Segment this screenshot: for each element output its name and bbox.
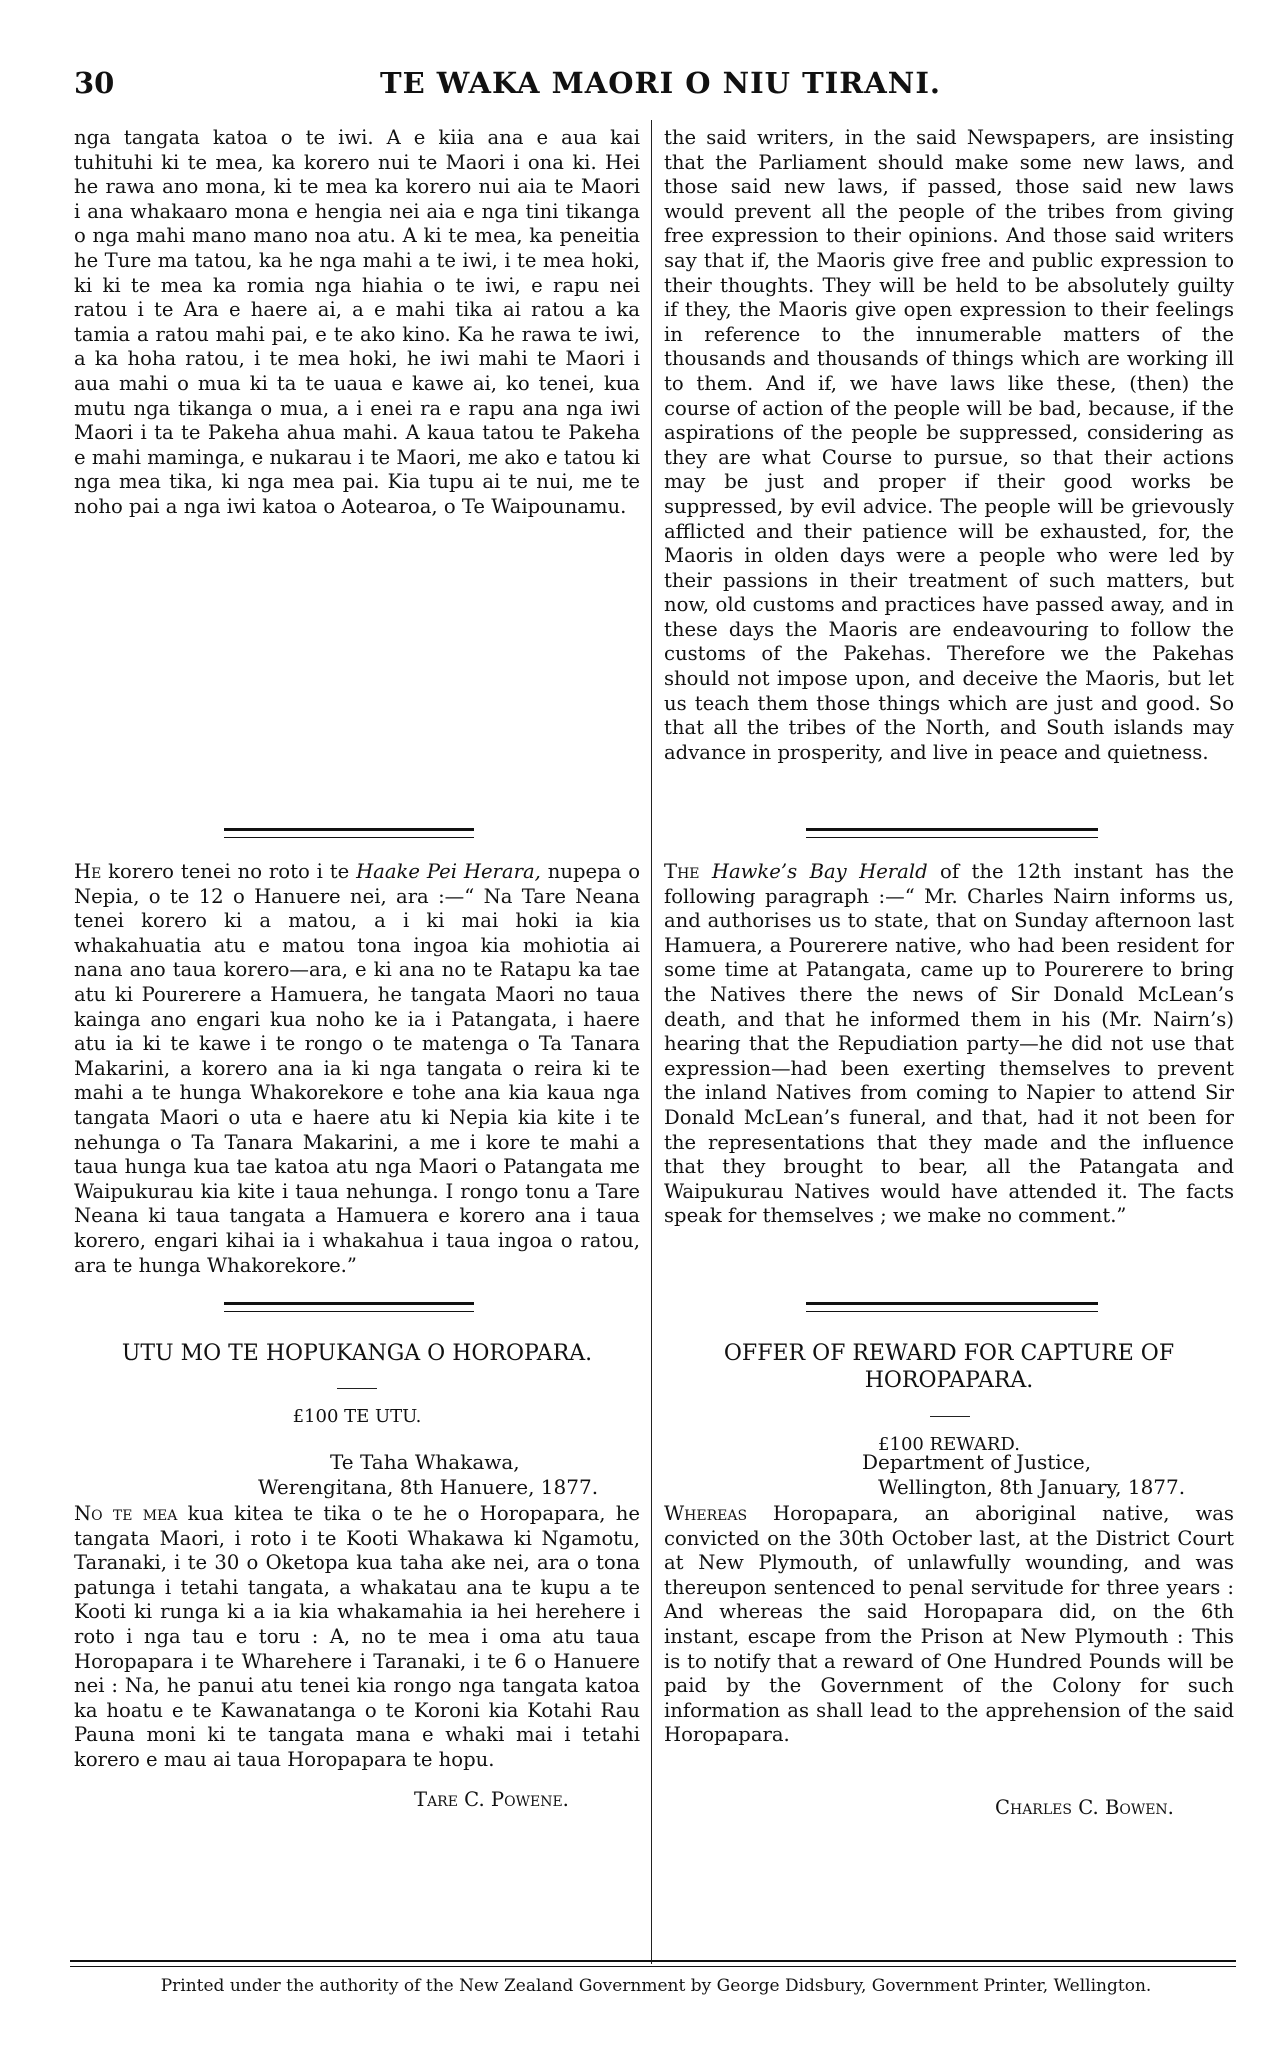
- short-rule: [930, 1416, 970, 1417]
- newspaper-name: Hawke’s Bay Herald: [711, 860, 928, 883]
- notice-lead: Whereas: [664, 1502, 748, 1525]
- drop-word: The: [664, 860, 700, 883]
- notice-signature: Charles C. Bowen.: [995, 1796, 1174, 1819]
- section-separator: [224, 1302, 474, 1312]
- printer-imprint: Printed under the authority of the New Zealand Government by George Didsbury, Government Printer, Wellington.: [160, 1976, 1152, 1996]
- herald-report-maori: He korero tenei no roto i te Haake Pei Herara, nupepa o Nepia, o te 12 o Hanuere nei, ara :—“ Na Tare Neana tenei korero ki a matou, a i ki mai hoki ia kia whakahuatia atu e matou tona ingoa kia mohiotia ai nana ano taua korero—ara, e ki ana no te Ratapu ka tae atu ki Pourerere a Hamuera, he tangata Maori no taua kainga ano engari kua noho ke ia i Patangata, i haere atu ia ki te kawe i te rongo o te matenga o Ta Tanara Makarini, a korero ana ia ki nga tangata o reira ki te mahi a te hunga Whakorekore e tohe ana kia kaua nga tangata Maori o uta e haere atu ki Nepia kia kite i te nehunga o Ta Tanara Makarini, a me i kore te mahi a taua hunga kua tae katoa atu nga Maori o Patangata me Waipukurau kia kite i taua nehunga. I rongo tonu a Tare Neana ki taua tangata a Hamuera e korero ana i taua korero, engari kihai ia i whakahua i taua ingoa o ratou, ara te hunga Whakorekore.”: [74, 860, 640, 1277]
- notice-lead: No te mea: [74, 1502, 178, 1525]
- notice-date: Wellington, 8th January, 1877.: [878, 1475, 1186, 1499]
- notice-body: Whereas Horopapara, an aboriginal native, was convicted on the 30th October last, at the District Court at New Plymouth, of unlawfully wounding, and was thereupon sentenced to penal servitude for three years : And whereas the said Horopapara did, on the 6th instant, escape from the Prison at New Plymouth : This is to notify that a reward of One Hundred Pounds will be paid by the Government of the Colony for such information as shall lead to the apprehension of the said Horopapara.: [664, 1502, 1234, 1747]
- section-separator: [806, 828, 1098, 838]
- notice-date: Werengitana, 8th Hanuere, 1877.: [258, 1475, 599, 1499]
- section-separator: [224, 828, 474, 838]
- column-divider: [651, 120, 652, 1964]
- notice-place: Department of Justice,: [862, 1450, 1092, 1474]
- footer-rule: [70, 1960, 1236, 1967]
- notice-signature: Tare C. Powene.: [414, 1788, 569, 1811]
- notice-heading: UTU MO TE HOPUKANGA O HOROPARA.: [121, 1341, 593, 1366]
- article-maori-text: nga tangata katoa o te iwi. A e kiia ana e aua kai tuhituhi ki te mea, ka korero nui te Maori i ona ki. Hei he rawa ano mona, ki te mea ka korero nui aia te Maori i ana whakaaro mona e hengia nei aia e nga tini tikanga o nga mahi mano mano noa atu. A ki te mea, ka peneitia he Ture ma tatou, ka he nga mahi a te iwi, i te mea hoki, ki ki te mea ka romia nga hiahia o te iwi, e rapu nei ratou i te Ara e haere ai, a e mahi tika ai ratou a ka tamia a ratou mahi pai, e te ako kino. Ka he rawa te iwi, a ka hoha ratou, i te mea hoki, he iwi mahi te Maori i aua mahi o mua ki ta te uaua e kawe ai, ko tenei, kua mutu nga tikanga o mua, a i enei ra e rapu ana nga iwi Maori i ta te Pakeha ahua mahi. A kaua tatou te Pakeha e mahi maminga, e nukarau i te Maori, me ako e tatou ki nga mea tika, ki nga mea pai. Kia tupu ai te nui, me te noho pai a nga iwi katoa o Aotearoa, o Te Waipounamu.: [74, 126, 640, 518]
- page-number: 30: [74, 66, 115, 100]
- newspaper-name: Haake Pei Herara,: [356, 860, 541, 883]
- herald-report-english: The Hawke’s Bay Herald of the 12th instant has the following paragraph :—“ Mr. Charles Nairn informs us, and authorises us to state, that on Sunday afternoon last Hamuera, a Pourerere native, who had been resident for some time at Patangata, came up to Pourerere to bring the Natives there the news of Sir Donald McLean’s death, and that he informed them in his (Mr. Nairn’s) hearing that the Repudiation party—he did not use that expression—had been exerting themselves to prevent the inland Natives from coming to Napier to attend Sir Donald McLean’s funeral, and that, had it not been for the representations that they made and the influence that they brought to bear, all the Patangata and Waipukurau Natives would have attended it. The facts speak for themselves ; we make no comment.”: [664, 860, 1234, 1228]
- article-english-continuation: [664, 126, 1234, 765]
- section-separator: [806, 1302, 1098, 1312]
- notice-place: Te Taha Whakawa,: [330, 1450, 520, 1474]
- notice-heading: OFFER OF REWARD FOR CAPTURE OF HOROPAPARA.: [723, 1341, 1175, 1393]
- notice-subheading: £100 TE UTU.: [292, 1406, 422, 1427]
- page-title: TE WAKA MAORI O NIU TIRANI.: [380, 66, 941, 100]
- article-english-text: the said writers, in the said Newspapers, are insisting that the Parliament should make some new laws, and those said new laws, if passed, those said new laws would prevent all the people of the tribes from giving free expression to their opinions. And those said writers say that if, the Maoris give free and public expression to their thoughts. They will be held to be absolutely guilty if they, the Maoris give open expression to their feelings in reference to the innumerable matters of the thousands and thousands of things which are working ill to them. And if, we have laws like these, (then) the course of action of the people will be bad, because, if the aspirations of the people be suppressed, considering as they are what Course to pursue, so that their actions may be just and proper if their good works be suppressed, by evil advice. The people will be grievously afflicted and their patience will be exhausted, for, the Maoris in olden days were a people who were led by their passions in their treatment of such matters, but now, old customs and practices have passed away, and in these days the Maoris are endeavouring to follow the customs of the Pakehas. Therefore we the Pakehas should not impose upon, and deceive the Maoris, but let us teach them those things which are just and good. So that all the tribes of the North, and South islands may advance in prosperity, and live in peace and quietness.: [664, 126, 1234, 764]
- notice-subheading: £100 REWARD.: [878, 1434, 1020, 1455]
- article-maori-continuation: [74, 126, 640, 520]
- drop-word: He: [74, 860, 102, 883]
- notice-body: No te mea kua kitea te tika o te he o Horopapara, he tangata Maori, i roto i te Kooti Whakawa ki Ngamotu, Taranaki, i te 30 o Oketopa kua taha ake nei, ara o tona patunga i tetahi tangata, a whakatau ana te kupu a te Kooti ki runga ki a ia kia whakamahia ia hei herehere i roto i nga tau e toru : A, no te mea i oma atu taua Horopapara i te Wharehere i Taranaki, i te 6 o Hanuere nei : Na, he panui atu tenei kia rongo nga tangata katoa ka hoatu e te Kawanatanga o te Koroni kia Kotahi Rau Pauna moni ki te tangata mana e whaki mai i tetahi korero e mau ai taua Horopapara te hopu.: [74, 1502, 640, 1771]
- short-rule: [337, 1388, 377, 1389]
